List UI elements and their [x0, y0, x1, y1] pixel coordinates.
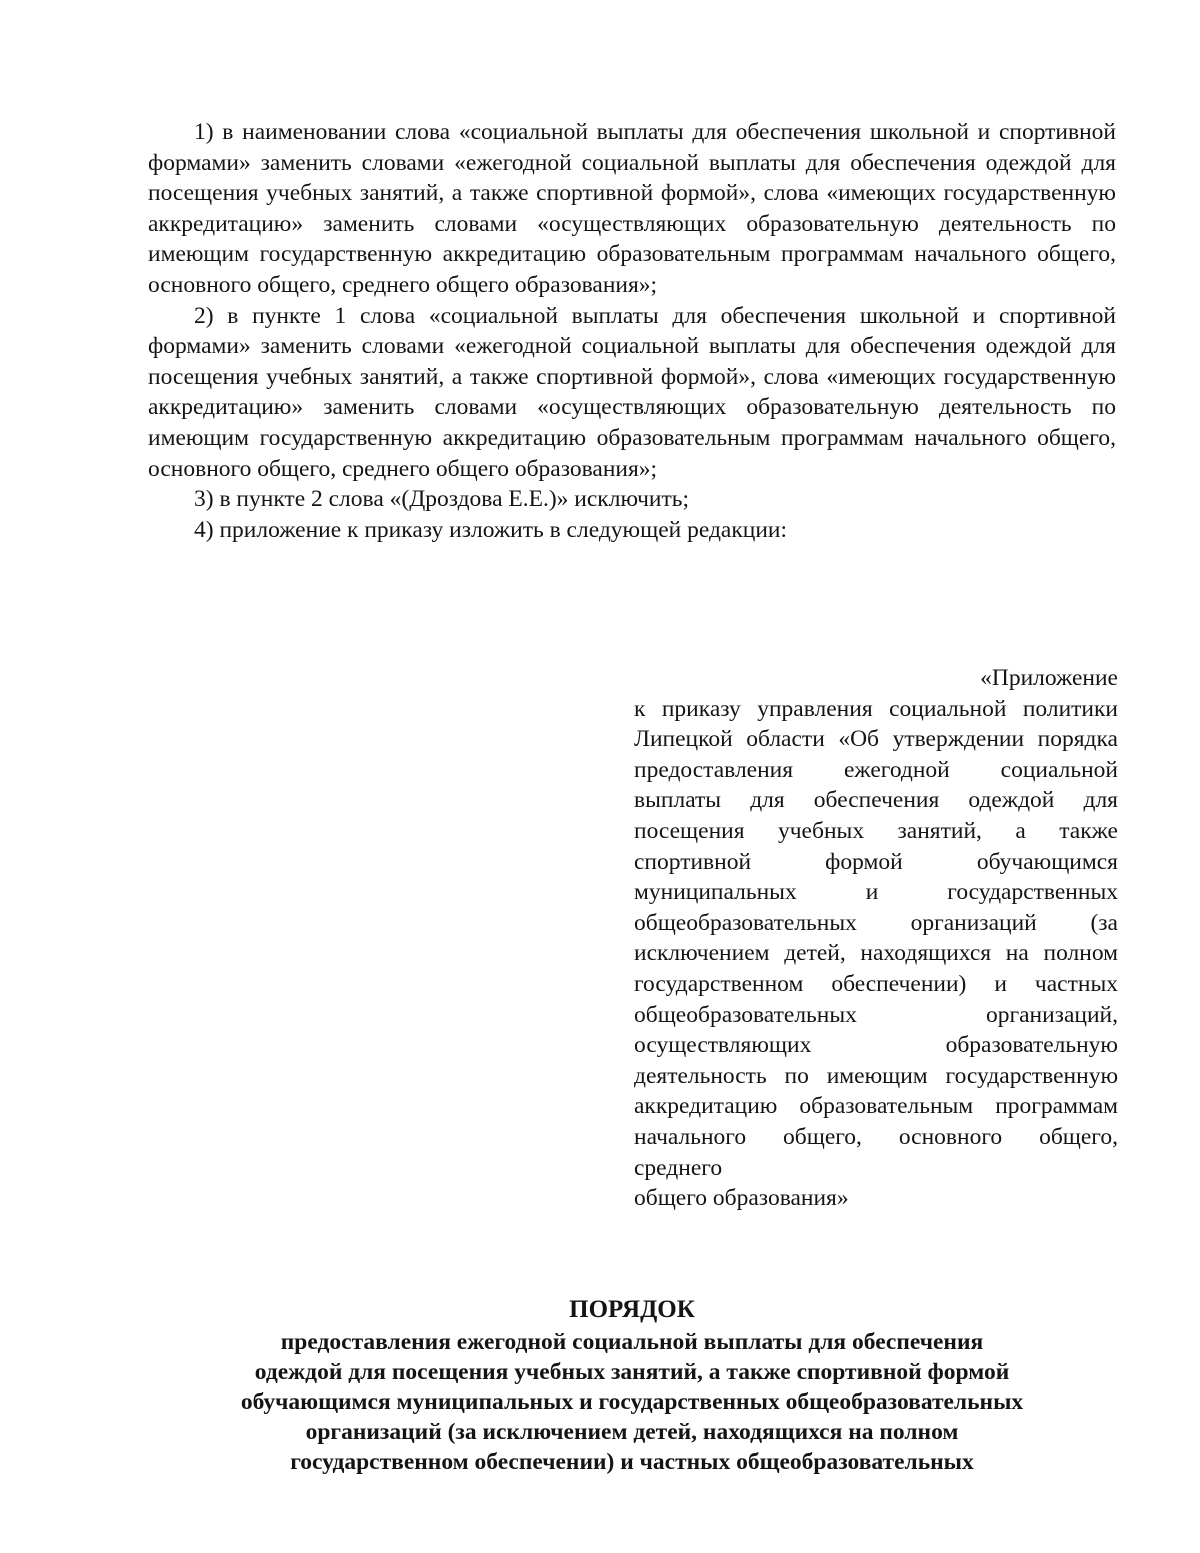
order-subheading-line: обучающимся муниципальных и государственных общеобразовательных: [240, 1389, 1024, 1415]
amendment-item-1: 1) в наименовании слова «социальной выплаты для обеспечения школьной и спортивной формами» заменить словами «ежегодной социальной выплаты для обеспечения одеждой для посещения учебных занятий, а также спортивной формой», слова «имеющих государственную аккредитацию» заменить словами «осуществляющих образовательную деятельность по имеющим государственную аккредитацию образовательным программам начального общего, основного общего, среднего общего образования»;: [148, 119, 1116, 298]
order-subheading-line: государственном обеспечении) и частных общеобразовательных: [290, 1449, 974, 1475]
appendix-reference: [634, 663, 1118, 1214]
amendment-item-2: 2) в пункте 1 слова «социальной выплаты для обеспечения школьной и спортивной формами» заменить словами «ежегодной социальной выплаты для обеспечения одеждой для посещения учебных занятий, а также спортивной формой», слова «имеющих государственную аккредитацию» заменить словами «осуществляющих образовательную деятельность по имеющим государственную аккредитацию образовательным программам начального общего, основного общего, среднего общего образования»;: [148, 302, 1116, 482]
appendix-last-line: общего образования»: [634, 1185, 849, 1212]
appendix-title: «Приложение: [980, 665, 1118, 691]
order-subheading-line: организаций (за исключением детей, находящихся на полном: [305, 1419, 959, 1445]
order-heading: ПОРЯДОК: [569, 1296, 695, 1323]
order-subheading-line: одеждой для посещения учебных занятий, а также спортивной формой: [254, 1359, 1010, 1385]
order-title-block: [148, 1295, 1116, 1477]
appendix-body: к приказу управления социальной политики Липецкой области «Об утверждении порядка предоставления ежегодной социальной выплаты для обеспечения одеждой для посещения учебных занятий, а также спортивной формой обучающимся муниципальных и государственных общеобразовательных организаций (за исключением детей, находящихся на полном государственном обеспечении) и частных общеобразовательных организаций, осуществляющих образовательную деятельность по имеющим государственную аккредитацию образовательным программам начального общего, основного общего, среднего: [634, 695, 1118, 1181]
amendment-item-3: 3) в пункте 2 слова «(Дроздова Е.Е.)» исключить;: [194, 486, 690, 513]
order-subheading: [148, 1327, 1116, 1477]
order-subheading-line: предоставления ежегодной социальной выплаты для обеспечения: [280, 1329, 984, 1355]
amendments-list: [148, 117, 1116, 545]
amendment-item-4: 4) приложение к приказу изложить в следующей редакции:: [194, 516, 788, 543]
